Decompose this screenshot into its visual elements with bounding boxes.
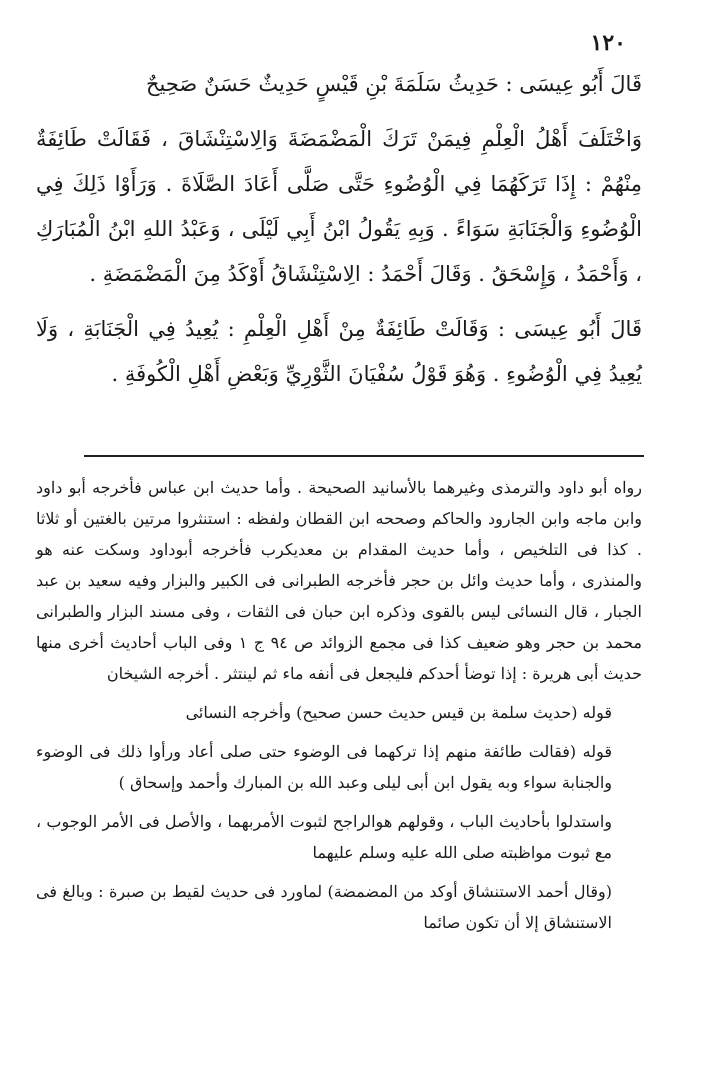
commentary-paragraph: رواه أبو داود والترمذى وغيرهما بالأسانيد الصحيحة . وأما حديث ابن عباس فأخرجه أبو داود وابن ماجه وابن الجارود والحاكم وصححه ابن القطان ولفظه : استنثروا مرتين بالغتين أو ثلاثا . كذا فى التلخيص ، وأما حديث المقدام بن معديكرب فأخرجه أبوداود وسكت عنه هو والمنذرى ، وأما حديث وائل بن حجر فأخرجه الطبرانى فى الكبير والبزار وفيه سعيد بن عبد الجبار ، قال النسائى ليس بالقوى وذكره ابن حبان فى الثقات ، وفى مسند البزار والطبرانى محمد بن حجر وهو ضعيف كذا فى مجمع الزوائد ص ٩٤ ج ١ وفى الباب أحاديث أخرى منها حديث أبى هريرة : إذا توضأ أحدكم فليجعل فى أنفه ماء ثم لينتثر . أخرجه الشيخان: [36, 478, 643, 683]
main-paragraph: قَالَ أَبُو عِيسَى : وَقَالَتْ طَائِفَةٌ مِنْ أَهْلِ الْعِلْمِ : يُعِيدُ فِي الْجَنَابَةِ ، وَلَا يُعِيدُ فِي الْوُضُوءِ . وَهُوَ قَوْلُ سُفْيَانَ الثَّوْرِيِّ وَبَعْضِ أَهْلِ الْكُوفَةِ .: [36, 317, 642, 386]
footnote-divider: [84, 455, 644, 457]
main-paragraph: قَالَ أَبُو عِيسَى : حَدِيثُ سَلَمَةَ بْنِ قَيْسٍ حَدِيثٌ حَسَنٌ صَحِيحٌ: [145, 72, 642, 96]
page-number: ١٢٠: [590, 30, 626, 56]
main-paragraph: وَاخْتَلَفَ أَهْلُ الْعِلْمِ فِيمَنْ تَرَكَ الْمَضْمَضَةَ وَالِاسْتِنْشَاقَ ، فَقَالَتْ طَائِفَةٌ مِنْهُمْ : إِذَا تَرَكَهُمَا فِي الْوُضُوءِ حَتَّى صَلَّى أَعَادَ الصَّلَاةَ . وَرَأَوْا ذَلِكَ فِي الْوُضُوءِ وَالْجَنَابَةِ سَوَاءً . وَبِهِ يَقُولُ ابْنُ أَبِي لَيْلَى ، وَعَبْدُ اللهِ ابْنُ الْمُبَارَكِ ، وَأَحْمَدُ ، وَإِسْحَقُ . وَقَالَ أَحْمَدُ : الِاسْتِنْشَاقُ أَوْكَدُ مِنَ الْمَضْمَضَةِ .: [36, 127, 642, 286]
commentary-paragraph: (وقال أحمد الاستنشاق أوكد من المضمضة) لماورد فى حديث لقيط بن صبرة : وبالغ فى الاستنشاق إلا أن تكون صائما: [36, 882, 613, 932]
commentary-paragraph: قوله (حديث سلمة بن قيس حديث حسن صحيح) وأخرجه النسائى: [185, 703, 612, 722]
commentary-paragraph: قوله (فقالت طائفة منهم إذا تركهما فى الوضوء حتى صلى أعاد ورأوا ذلك فى الوضوء والجنابة سواء وبه يقول ابن أبى ليلى وعبد الله بن المبارك وأحمد وإسحاق ): [36, 742, 612, 792]
commentary-paragraph: واستدلوا بأحاديث الباب ، وقولهم هوالراجح لثبوت الأمربهما ، والأصل فى الأمر الوجوب ، مع ثبوت مواظبته صلى الله عليه وسلم عليهما: [36, 812, 613, 862]
commentary-block: [36, 472, 642, 938]
main-text-block: [36, 62, 642, 397]
